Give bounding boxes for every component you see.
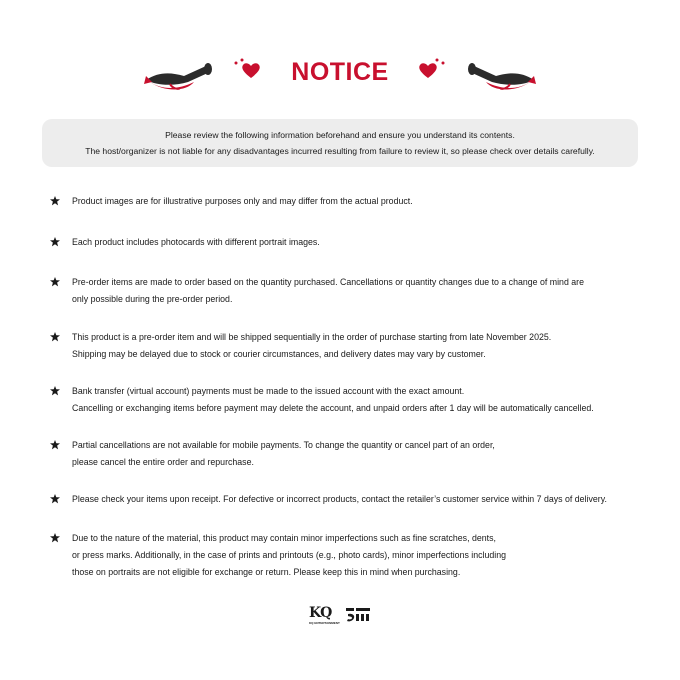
kq-entertainment-logo bbox=[309, 605, 340, 625]
list-item-line: Due to the nature of the material, this product may contain minor imperfections such as fine scratches, dents, bbox=[72, 533, 496, 543]
list-item-line: Cancelling or exchanging items before payment may delete the account, and unpaid orders after 1 day will be automatically cancelled. bbox=[72, 403, 594, 413]
logo-mark: KQ bbox=[309, 605, 332, 621]
partner-logo bbox=[346, 608, 370, 624]
list-item-line: those on portraits are not eligible for exchange or return. Please keep this in mind when purchasing. bbox=[72, 567, 461, 577]
bullet-star-icon bbox=[50, 494, 60, 504]
trumpet-ribbon-icon bbox=[464, 62, 536, 92]
bullet-star-icon bbox=[50, 440, 60, 450]
logo-caption: KQ ENTERTAINMENT bbox=[309, 621, 340, 625]
page-title: NOTICE bbox=[291, 58, 389, 86]
list-item-line: please cancel the entire order and repurchase. bbox=[72, 457, 254, 467]
list-item-line: This product is a pre-order item and will be shipped sequentially in the order of purchase starting from late November 2025. bbox=[72, 332, 552, 342]
list-item-line: Please check your items upon receipt. For defective or incorrect products, contact the retailer’s customer service within 7 days of delivery. bbox=[72, 494, 607, 504]
list-item-line: Each product includes photocards with different portrait images. bbox=[72, 237, 320, 247]
bullet-star-icon bbox=[50, 332, 60, 342]
bullet-star-icon bbox=[50, 277, 60, 287]
footer-logos bbox=[0, 605, 680, 629]
bullet-star-icon bbox=[50, 533, 60, 543]
notice-summary-box bbox=[42, 119, 638, 167]
notice-line: Please review the following information beforehand and ensure you understand its contents. bbox=[165, 130, 515, 140]
bullet-star-icon bbox=[50, 386, 60, 396]
heart-icon bbox=[418, 58, 446, 80]
list-item-line: Bank transfer (virtual account) payments must be made to the issued account with the exact amount. bbox=[72, 386, 465, 396]
notice-header bbox=[0, 52, 680, 96]
notice-line: The host/organizer is not liable for any disadvantages incurred resulting from failure to review it, so please check over details carefully. bbox=[85, 146, 595, 156]
list-item-line: Shipping may be delayed due to stock or courier circumstances, and delivery dates may vary by customer. bbox=[72, 349, 486, 359]
bullet-star-icon bbox=[50, 196, 60, 206]
list-item-line: Partial cancellations are not available for mobile payments. To change the quantity or cancel part of an order, bbox=[72, 440, 495, 450]
list-item-line: Pre-order items are made to order based on the quantity purchased. Cancellations or quantity changes due to a change of mind are bbox=[72, 277, 584, 287]
bullet-star-icon bbox=[50, 237, 60, 247]
list-item-line: Product images are for illustrative purposes only and may differ from the actual product. bbox=[72, 196, 413, 206]
list-item-line: only possible during the pre-order period. bbox=[72, 294, 233, 304]
list-item-line: or press marks. Additionally, in the case of prints and printouts (e.g., photo cards), minor imperfections including bbox=[72, 550, 507, 560]
